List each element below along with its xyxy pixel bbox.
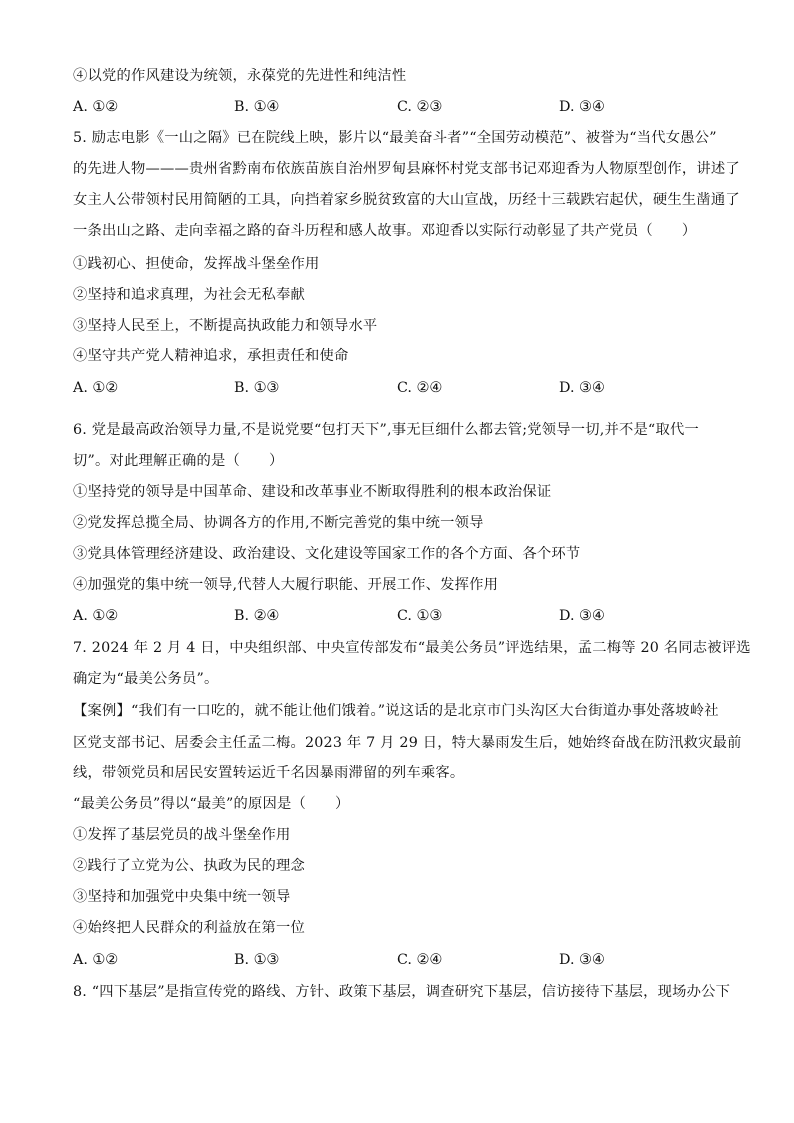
choice-b: B. ①④ — [234, 99, 280, 115]
q7-case-line-3: 线，带领党员和居民安置转运近千名因暴雨滞留的列车乘客。 — [73, 765, 465, 781]
choice-b: B. ①③ — [234, 380, 280, 396]
q8-stem-line-1: 8. “四下基层”是指宣传党的路线、方针、政策下基层，调查研究下基层，信访接待下基层，现场办公下 — [73, 984, 731, 1000]
q7-statement-4: ④始终把人民群众的利益放在第一位 — [73, 920, 305, 936]
choice-d: D. ③④ — [559, 380, 605, 396]
q5-statement-3: ③坚持人民至上，不断提高执政能力和领导水平 — [73, 318, 378, 334]
choice-a: A. ①② — [73, 608, 119, 624]
q7-case-line-1: 【案例】“我们有一口吃的，就不能让他们饿着。”说这话的是北京市门头沟区大台街道办事处落坡岭社 — [73, 703, 719, 719]
choice-b: B. ②④ — [234, 608, 280, 624]
q6-statement-3: ③党具体管理经济建设、政治建设、文化建设等国家工作的各个方面、各个环节 — [73, 546, 581, 562]
q7-stem-line-2: 确定为“最美公务员”。 — [73, 671, 219, 687]
q5-statement-4: ④坚守共产党人精神追求，承担责任和使命 — [73, 348, 349, 364]
choice-d: D. ③④ — [559, 99, 605, 115]
q7-question: “最美公务员”得以“最美”的原因是（ ） — [73, 796, 350, 812]
choice-d: D. ③④ — [559, 952, 605, 968]
q5-statement-2: ②坚持和追求真理，为社会无私奉献 — [73, 287, 305, 303]
q6-statement-1: ①坚持党的领导是中国革命、建设和改革事业不断取得胜利的根本政治保证 — [73, 484, 552, 500]
q6-stem-line-2: 切”。对此理解正确的是（ ） — [73, 453, 284, 469]
q6-stem-line-1: 6. 党是最高政治领导力量,不是说党要“包打天下”,事无巨细什么都去管;党领导一切,并不是“取代一 — [73, 422, 699, 438]
choice-a: A. ①② — [73, 952, 119, 968]
choice-a: A. ①② — [73, 99, 119, 115]
q5-stem-line-1: 5. 励志电影《一山之隔》已在院线上映，影片以“最美奋斗者”“全国劳动模范”、被誉为“当代女愚公” — [73, 130, 717, 146]
q7-stem-line-1: 7. 2024 年 2 月 4 日，中央组织部、中央宣传部发布“最美公务员”评选结果，孟二梅等 20 名同志被评选 — [73, 640, 751, 656]
q6-statement-2: ②党发挥总揽全局、协调各方的作用,不断完善党的集中统一领导 — [73, 515, 484, 531]
q6-statement-4: ④加强党的集中统一领导,代替人大履行职能、开展工作、发挥作用 — [73, 577, 499, 593]
q5-statement-1: ①践初心、担使命，发挥战斗堡垒作用 — [73, 256, 320, 272]
q7-statement-1: ①发挥了基层党员的战斗堡垒作用 — [73, 827, 291, 843]
q7-statement-3: ③坚持和加强党中央集中统一领导 — [73, 889, 291, 905]
choice-a: A. ①② — [73, 380, 119, 396]
q5-stem-line-4: 一条出山之路、走向幸福之路的奋斗历程和感人故事。邓迎香以实际行动彰显了共产党员（ ） — [73, 223, 697, 239]
q7-statement-2: ②践行了立党为公、执政为民的理念 — [73, 858, 305, 874]
q5-stem-line-3: 女主人公带领村民用简陋的工具，向挡着家乡脱贫致富的大山宣战，历经十三载跌宕起伏，硬生生凿通了 — [73, 192, 740, 208]
choice-c: C. ②④ — [397, 952, 443, 968]
choice-c: C. ①③ — [397, 608, 443, 624]
choice-c: C. ②④ — [397, 380, 443, 396]
choice-c: C. ②③ — [397, 99, 443, 115]
choice-d: D. ③④ — [559, 608, 605, 624]
q5-stem-line-2: 的先进人物———贵州省黔南布依族苗族自治州罗甸县麻怀村党支部书记邓迎香为人物原型创作，讲述了 — [73, 161, 740, 177]
choice-b: B. ①③ — [234, 952, 280, 968]
q7-case-line-2: 区党支部书记、居委会主任孟二梅。2023 年 7 月 29 日，特大暴雨发生后，她始终奋战在防汛救灾最前 — [73, 735, 742, 751]
q4-option-4: ④以党的作风建设为统领，永葆党的先进性和纯洁性 — [73, 68, 407, 84]
